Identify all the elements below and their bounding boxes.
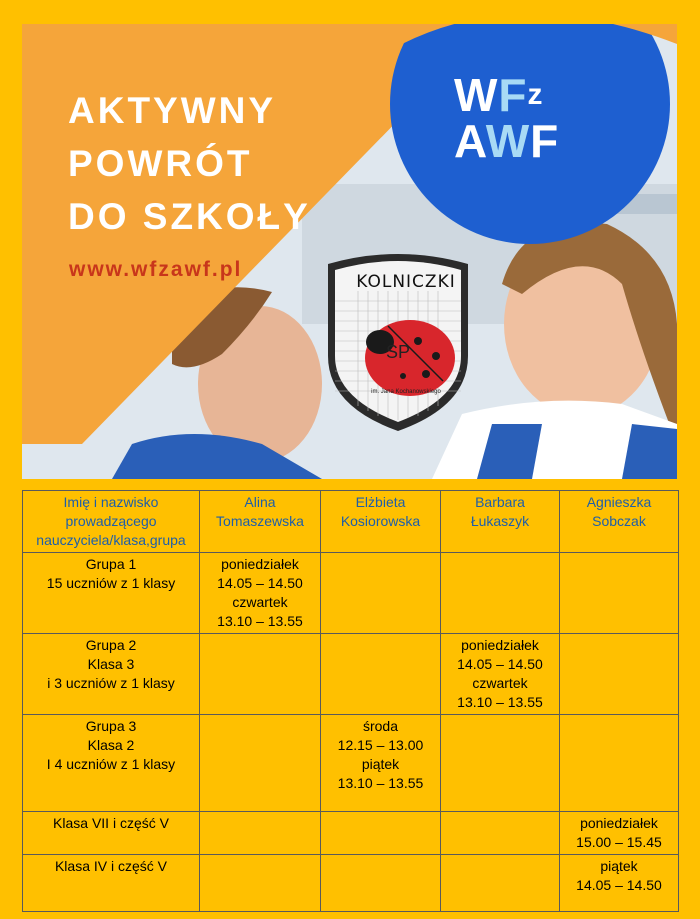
schedule-cell — [321, 855, 441, 912]
logo-letter: A — [454, 115, 486, 167]
day-label: piątek — [600, 858, 638, 874]
day-label: środa — [362, 718, 399, 734]
schedule-cell — [321, 715, 441, 812]
schedule-cell — [560, 634, 679, 715]
schedule-cell — [560, 553, 679, 634]
schedule-cell — [441, 715, 560, 812]
logo-letter: W — [485, 115, 531, 167]
schedule-cell — [321, 553, 441, 634]
schedule-cell — [200, 715, 321, 812]
time-range: 14.05 – 14.50 — [457, 656, 543, 672]
promo-banner — [22, 24, 677, 479]
group-line: i 3 uczniów z 1 klasy — [47, 675, 175, 691]
wfzawf-logo — [454, 69, 604, 167]
headline-line: DO SZKOŁY — [68, 196, 311, 237]
schedule-cell — [200, 634, 321, 715]
group-line: Grupa 1 — [85, 556, 137, 572]
emblem-title: KOLNICZKI — [356, 272, 456, 292]
group-line: I 4 uczniów z 1 klasy — [46, 756, 176, 772]
emblem-initials: SP — [385, 342, 410, 362]
header-cell: Elżbieta Kosiorowska — [321, 491, 441, 553]
logo-letter: F — [530, 115, 560, 167]
time-range: 13.10 – 13.55 — [337, 775, 424, 791]
group-line: Klasa 3 — [87, 656, 135, 672]
table-row — [23, 553, 679, 634]
table-row — [23, 812, 679, 855]
schedule-cell — [200, 812, 321, 855]
schedule-table — [22, 490, 679, 912]
schedule-body — [23, 553, 679, 912]
day-label: czwartek — [472, 675, 528, 691]
schedule-cell — [560, 855, 679, 912]
schedule-cell — [321, 634, 441, 715]
group-cell — [23, 553, 200, 634]
group-line: Klasa 2 — [87, 737, 135, 753]
schedule-cell — [200, 553, 321, 634]
header-cell: Agnieszka Sobczak — [560, 491, 679, 553]
group-line: Grupa 3 — [85, 718, 137, 734]
headline-line: POWRÓT — [68, 143, 253, 184]
logo-letter: z — [527, 78, 544, 111]
headline-line: AKTYWNY — [68, 90, 277, 131]
day-label: poniedziałek — [580, 815, 658, 831]
logo-letter: F — [498, 69, 528, 121]
group-cell — [23, 812, 200, 855]
schedule-cell — [560, 812, 679, 855]
table-row — [23, 855, 679, 912]
day-label: piątek — [361, 756, 400, 772]
schedule-cell — [441, 634, 560, 715]
group-line: 15 uczniów z 1 klasy — [46, 575, 176, 591]
schedule-cell — [321, 812, 441, 855]
schedule-cell — [200, 855, 321, 912]
headline — [68, 84, 311, 243]
table-row — [23, 634, 679, 715]
group-line: Grupa 2 — [85, 637, 137, 653]
header-cell: Barbara Łukaszyk — [441, 491, 560, 553]
website-link[interactable]: www.wfzawf.pl — [69, 258, 243, 281]
group-cell — [23, 634, 200, 715]
group-cell — [23, 855, 200, 912]
time-range: 14.05 – 14.50 — [217, 575, 303, 591]
group-cell — [23, 715, 200, 812]
header-cell: Imię i nazwisko prowadzącego nauczyciela/klasa,grupa — [23, 491, 200, 553]
table-row — [23, 715, 679, 812]
day-label: czwartek — [232, 594, 288, 610]
day-label: poniedziałek — [221, 556, 299, 572]
header-row — [23, 491, 679, 553]
schedule-cell — [441, 812, 560, 855]
time-range: 13.10 – 13.55 — [457, 694, 543, 710]
schedule-cell — [441, 553, 560, 634]
day-label: poniedziałek — [461, 637, 539, 653]
time-range: 12.15 – 13.00 — [337, 737, 424, 753]
group-line: Klasa VII i część V — [53, 815, 169, 831]
logo-letter: W — [454, 69, 499, 121]
time-range: 15.00 – 15.45 — [576, 834, 662, 850]
time-range: 14.05 – 14.50 — [576, 877, 662, 893]
schedule-cell — [560, 715, 679, 812]
header-cell: Alina Tomaszewska — [200, 491, 321, 553]
group-line: Klasa IV i część V — [54, 858, 168, 874]
schedule-cell — [441, 855, 560, 912]
emblem-caption: im. Jana Kochanowskiego — [371, 389, 441, 395]
time-range: 13.10 – 13.55 — [217, 613, 303, 629]
